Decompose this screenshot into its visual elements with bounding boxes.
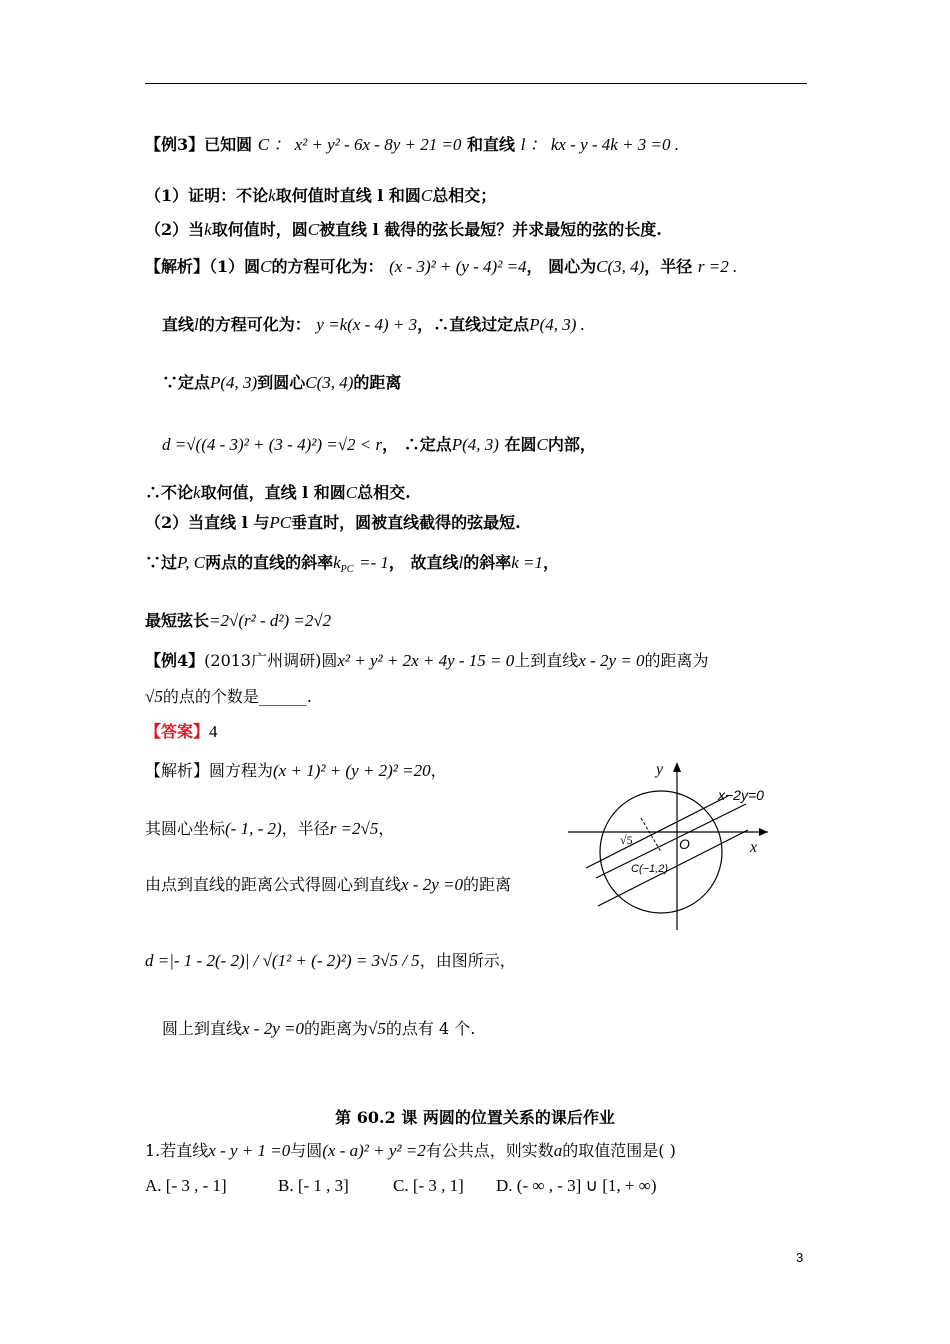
formula: P(4, 3) . [529,315,585,334]
text: 总相交； [432,186,497,205]
sqrt5-label: √5 [620,833,633,847]
ex4-answer [145,721,218,743]
ex3-question-1 [145,185,496,207]
text: （2）当直线 l 与 [145,513,270,532]
example-tag: 【例3】 [145,135,205,154]
text: ， 圆心为 [526,257,597,276]
ex4-statement-cont [145,686,312,708]
option-b: B. [- 1 , 3] [278,1176,349,1195]
formula: d =|- 1 - 2(- 2)| / √(1² + (- 2)²) = 3√5 / 5 [145,951,420,970]
text: 取何值，直线 l 和圆 [200,483,346,502]
text: 最短弦长 [145,611,210,630]
formula-subscript: PC [340,564,354,576]
text: （1）圆 [209,257,261,276]
header-rule [145,83,807,84]
formula: x - 2y = 0 [578,651,645,670]
text: 垂直时，圆被直线截得的弦最短. [291,513,521,532]
origin-label: O [679,836,690,852]
text: 与圆 [290,1141,323,1160]
formula: =- 1 [358,553,389,572]
ex3-solution-line-6 [145,512,521,534]
ex3-solution-line-1 [145,256,737,278]
formula: k [193,483,201,502]
formula: y =k(x - 4) + 3 [316,315,418,334]
hw-question-1 [145,1140,676,1162]
option-a: A. [- 3 , - 1] [145,1176,227,1195]
formula: C(3, 4) [305,373,354,392]
text: ， 故直线 [388,553,459,572]
text: 取何值时，圆 [211,220,308,239]
formula: C [307,220,320,239]
ex4-solution-line-5 [162,1018,475,1040]
text: ，∴直线过定点 [417,315,530,334]
ex3-solution-line-5 [145,482,411,504]
formula: PC [269,513,292,532]
formula: x - 2y =0 [242,1019,304,1038]
page-number: 3 [796,1250,804,1265]
text: 的点有 4 个. [385,1019,476,1038]
text: 圆上到直线 [162,1019,243,1038]
section-title: 第 60.2 课 两圆的位置关系的课后作业 [335,1108,615,1127]
text: 的距离为 [304,1019,369,1038]
ex3-solution-line-3 [162,372,401,394]
text: ，半径 [281,819,330,838]
text: （2）当 [145,220,205,239]
text: 由点到直线的距离公式得圆心到直线 [145,875,402,894]
ex3-solution-line-2 [162,314,585,336]
text: 和直线 [467,135,516,154]
text: 的方程可化为： [198,315,311,334]
formula: =2√(r² - d²) =2√2 [209,611,332,630]
formula: C [536,435,548,454]
text: 的取值范围是( ) [562,1141,676,1160]
text: 的方程可化为： [271,257,384,276]
formula: (x + 1)² + (y + 2)² =20 [273,761,431,780]
solution-tag: 【解析】 [145,257,210,276]
text: 1.若直线 [145,1141,209,1160]
text: ， [378,819,395,838]
formula: C [260,257,272,276]
ex4-solution-line-3 [145,874,511,896]
text: 已知圆 [204,135,253,154]
text: 的距离 [463,875,512,894]
text: 有公共点，则实数 [425,1141,554,1160]
text: ，由图所示， [419,951,516,970]
formula: l [458,553,464,572]
text: ， [542,553,559,572]
center-label: C(−1,2) [631,863,668,875]
ex4-solution-line-2 [145,818,394,840]
text: 被直线 l 截得的弦长最短？并求最短的弦的长度. [319,220,662,239]
formula: P(4, 3) [451,435,499,454]
formula: C ： x² + y² - 6x - 8y + 21 =0 [257,135,462,154]
ex3-solution-line-7 [145,552,559,581]
text: 总相交. [357,483,411,502]
text: (2013广州调研)圆 [204,651,338,670]
answer-tag: 【答案】 [145,722,210,741]
text: ∵定点 [162,373,211,392]
line-x-2y-0 [596,804,746,878]
formula: d =√((4 - 3)² + (3 - 4)²) =√2 < r [162,435,383,454]
formula: l ： kx - y - 4k + 3 =0 . [520,135,680,154]
y-label: y [656,761,664,778]
formula: x² + y² + 2x + 4y - 15 = 0 [337,651,515,670]
formula: x - y + 1 =0 [208,1141,291,1160]
text: ， ∴定点 [382,435,452,454]
formula: k [268,186,276,205]
formula: k =1 [511,553,543,572]
text: 上到直线 [514,651,579,670]
text: 到圆心 [257,373,306,392]
ex4-statement [145,650,709,672]
formula: C [345,483,358,502]
ex3-question-2 [145,219,662,241]
formula: r =2√5 [329,819,379,838]
option-d: D. (- ∞ , - 3] ∪ [1, + ∞) [496,1176,657,1195]
ex3-solution-line-4 [162,434,596,456]
formula: k [333,553,341,572]
formula: (x - 3)² + (y - 4)² =4 [389,257,527,276]
text: ， [430,761,447,780]
text: 的距离 [353,373,402,392]
text: ∴不论 [145,483,194,502]
option-c: C. [- 3 , 1] [393,1176,464,1195]
ex3-solution-line-8 [145,610,331,632]
text: 内部， [547,435,596,454]
formula: C(3, 4) [596,257,645,276]
x-axis-arrow [759,828,768,836]
text: 的距离为 [644,651,709,670]
ex4-solution-line-1 [145,760,447,782]
text: 其圆心坐标 [145,819,226,838]
circle-lines-figure [568,760,778,935]
example-tag: 【例4】 [145,651,205,670]
formula: √5 [145,687,163,706]
formula: x - 2y =0 [401,875,463,894]
x-label: x [750,839,758,856]
text: 直线 [162,315,195,334]
text: ，半径 [644,257,693,276]
formula: r =2 . [697,257,738,276]
answer-value: 4 [209,722,218,741]
ex3-statement [145,134,679,156]
line-label: x−2y=0 [718,787,764,803]
ex4-solution-line-4 [145,950,516,972]
text: 的点的个数是______. [162,687,312,706]
text: ∵过 [145,553,178,572]
formula: a [553,1141,563,1160]
formula: l [194,315,199,334]
text: 两点的直线的斜率 [205,553,334,572]
formula: C [420,186,433,205]
formula: P, C [177,553,206,572]
text: 【解析】圆方程为 [145,761,274,780]
text: 取何值时直线 l 和圆 [275,186,421,205]
text: （1）证明：不论 [145,186,269,205]
formula: (x - a)² + y² =2 [322,1141,426,1160]
formula: k [204,220,212,239]
text: 在圆 [504,435,537,454]
formula: (- 1, - 2) [225,819,282,838]
formula: √5 [368,1019,386,1038]
text: 的斜率 [463,553,512,572]
y-axis-arrow [673,762,681,772]
formula: P(4, 3) [210,373,258,392]
